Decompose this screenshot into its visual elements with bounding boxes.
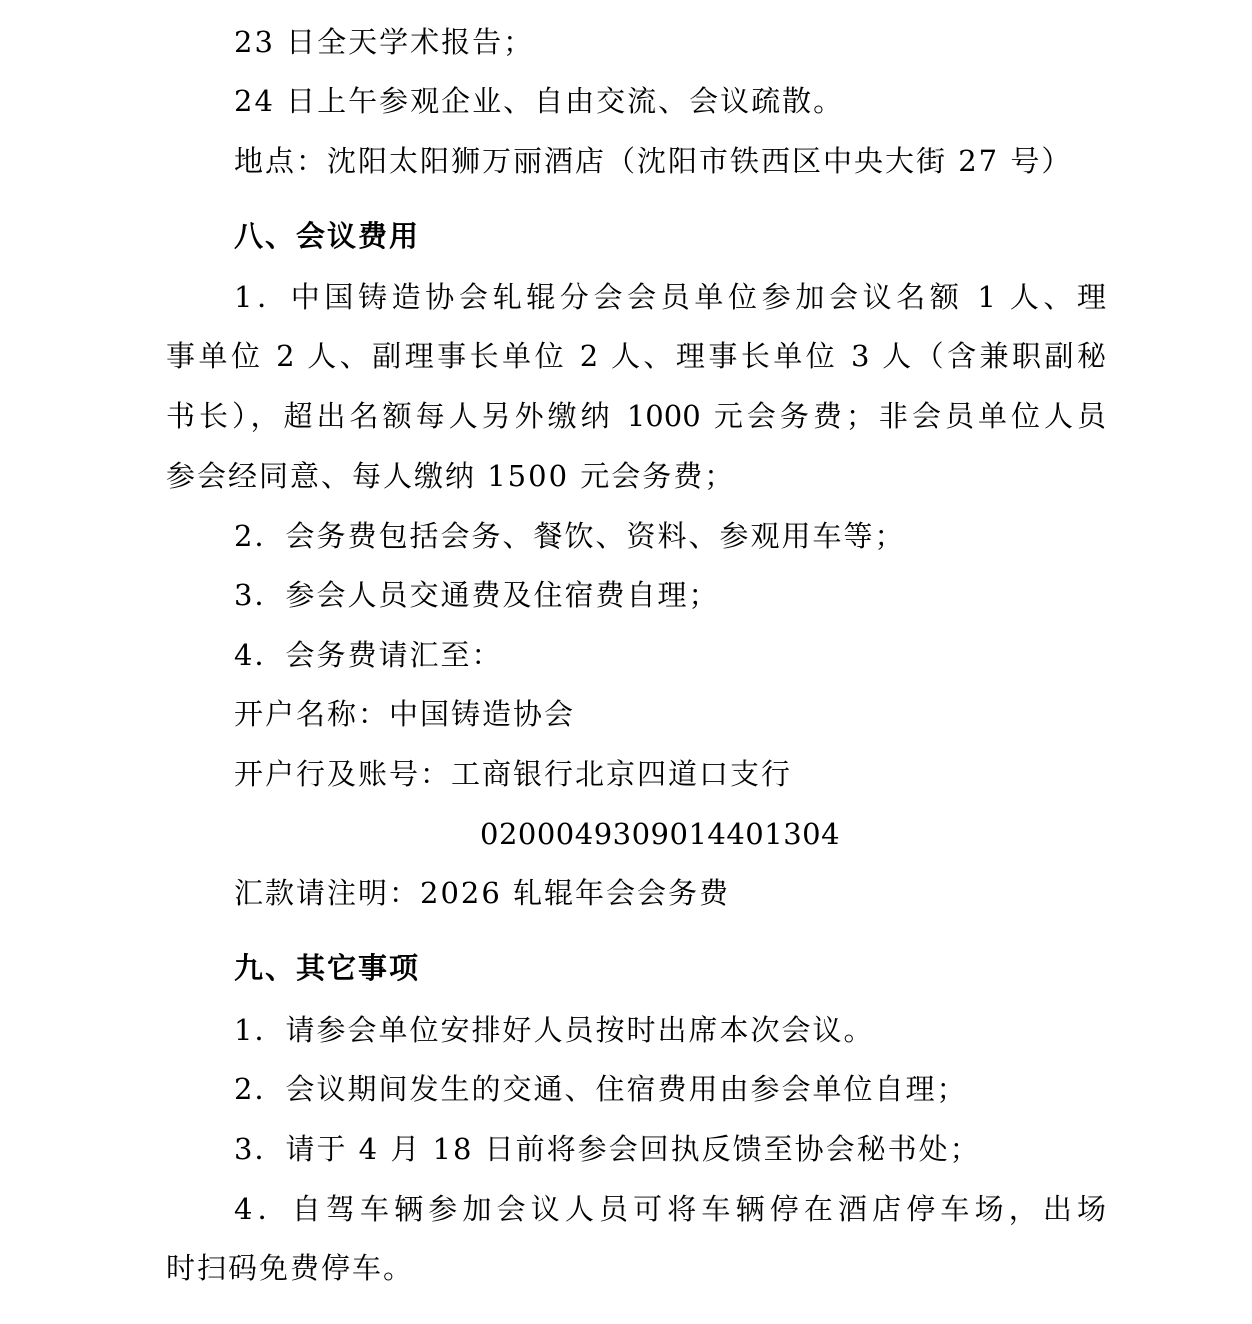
- other-item-1: 1．请参会单位安排好人员按时出席本次会议。: [234, 1013, 875, 1047]
- other-item-4-line-1: 4．自驾车辆参加会议人员可将车辆停在酒店停车场，出场: [234, 1192, 1106, 1226]
- bank-line: 开户行及账号：工商银行北京四道口支行: [234, 757, 793, 791]
- other-item-4-line-2: 时扫码免费停车。: [166, 1251, 415, 1285]
- account-number: 0200049309014401304: [480, 817, 841, 851]
- fees-item-1-line-1: 1．中国铸造协会轧辊分会会员单位参加会议名额 1 人、理: [234, 280, 1106, 314]
- fees-item-1-line-3: 书长），超出名额每人另外缴纳 1000 元会务费；非会员单位人员: [166, 399, 1106, 433]
- remittance-note: 汇款请注明：2026 轧辊年会会务费: [234, 876, 731, 910]
- other-item-2: 2．会议期间发生的交通、住宿费用由参会单位自理；: [234, 1072, 968, 1106]
- schedule-day-23: 23 日全天学术报告；: [234, 25, 535, 59]
- account-name-line: 开户名称：中国铸造协会: [234, 697, 576, 731]
- fees-item-1-line-2: 事单位 2 人、副理事长单位 2 人、理事长单位 3 人（含兼职副秘: [166, 339, 1106, 373]
- section-heading-other: 九、其它事项: [234, 951, 421, 985]
- fees-item-4: 4．会务费请汇至：: [234, 638, 503, 672]
- section-heading-fees: 八、会议费用: [234, 219, 421, 253]
- fees-item-1-line-4: 参会经同意、每人缴纳 1500 元会务费；: [166, 459, 736, 493]
- venue-line: 地点：沈阳太阳狮万丽酒店（沈阳市铁西区中央大街 27 号）: [234, 144, 1073, 178]
- fees-item-3: 3．参会人员交通费及住宿费自理；: [234, 578, 720, 612]
- fees-item-2: 2．会务费包括会务、餐饮、资料、参观用车等；: [234, 519, 906, 553]
- schedule-day-24: 24 日上午参观企业、自由交流、会议疏散。: [234, 84, 845, 118]
- other-item-3: 3．请于 4 月 18 日前将参会回执反馈至协会秘书处；: [234, 1132, 981, 1166]
